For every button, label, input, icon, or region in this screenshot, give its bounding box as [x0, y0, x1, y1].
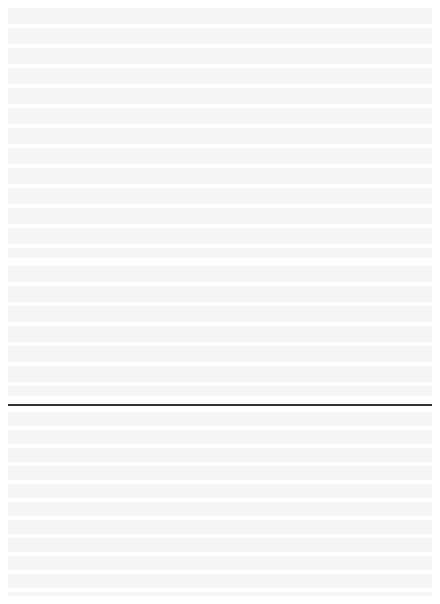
footnotes-text	[8, 412, 432, 596]
main-text-2	[8, 266, 432, 396]
document-page	[8, 8, 432, 596]
footnotes-block	[8, 412, 432, 596]
footnote-separator	[8, 404, 432, 406]
main-text-block-2	[8, 266, 432, 396]
main-text-1	[8, 8, 432, 258]
main-text-block-1	[8, 8, 432, 258]
